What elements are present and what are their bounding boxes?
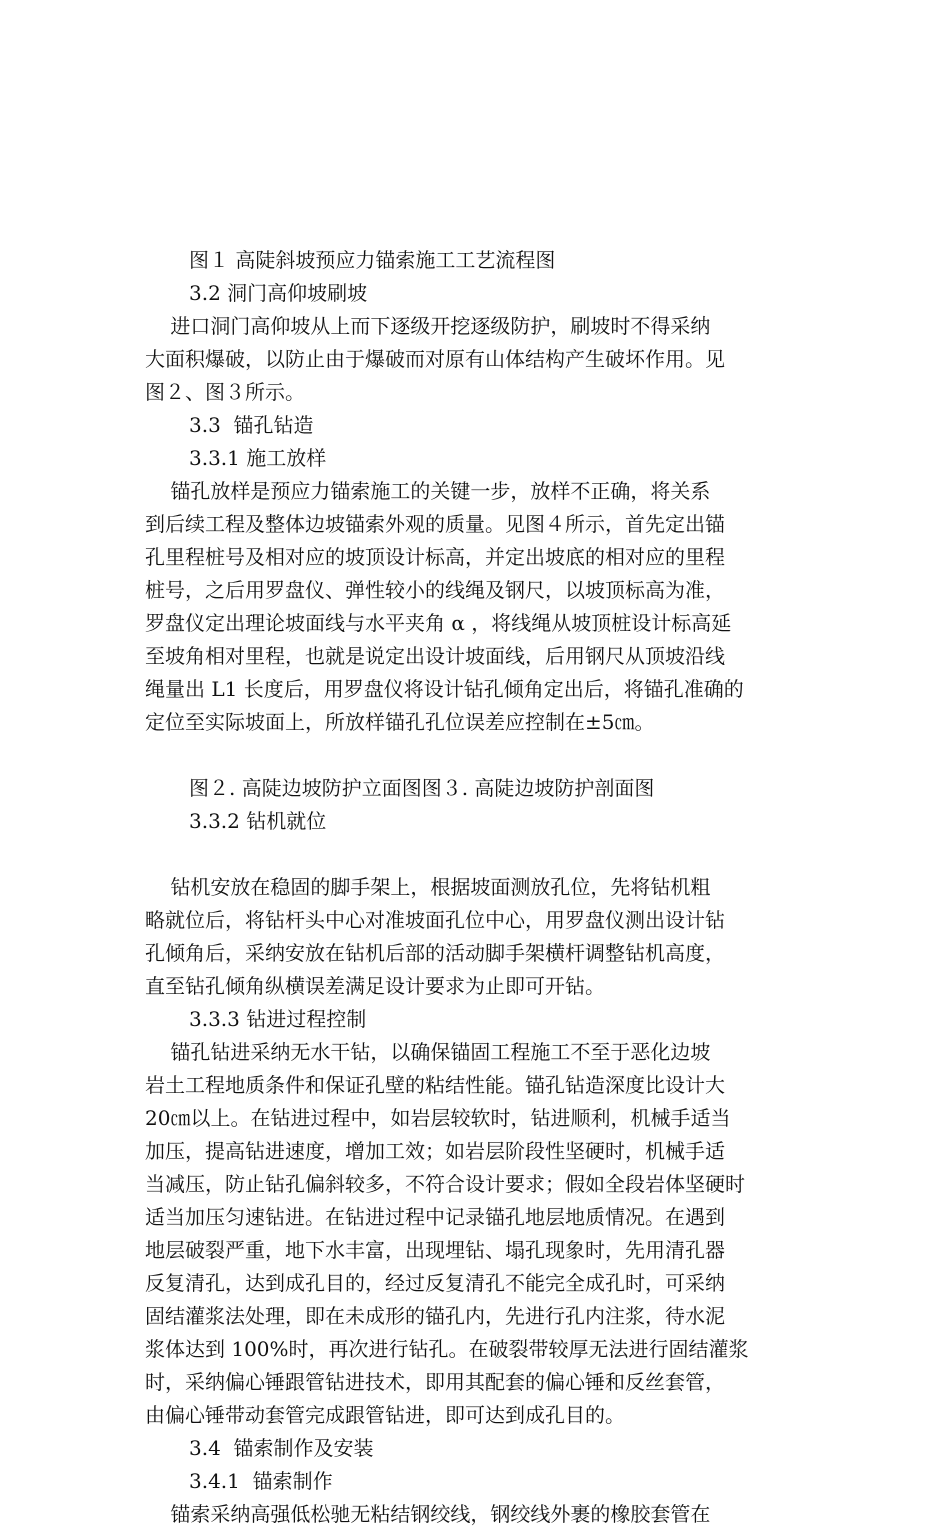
- text-line: 到后续工程及整体边坡锚索外观的质量。见图４所示，首先定出锚: [145, 512, 725, 536]
- text-line: 桩号，之后用罗盘仪、弹性较小的线绳及钢尺，以坡顶标高为准，: [145, 578, 725, 602]
- text-line: 适当加压匀速钻进。在钻进过程中记录锚孔地层地质情况。在遇到: [145, 1205, 725, 1229]
- text-line: 3.3.3 钻进过程控制: [189, 1007, 367, 1031]
- paragraph: [145, 805, 805, 838]
- text-line: 浆体达到 100%时，再次进行钻孔。在破裂带较厚无法进行固结灌浆: [145, 1337, 749, 1361]
- text-line: 时，采纳偏心锤跟管钻进技术，即用其配套的偏心锤和反丝套管，: [145, 1370, 725, 1394]
- text-line: 孔倾角后，采纳安放在钻机后部的活动脚手架横杆调整钻机高度，: [145, 941, 725, 965]
- paragraph: [145, 1465, 805, 1498]
- text-line: 岩土工程地质条件和保证孔壁的粘结性能。锚孔钻造深度比设计大: [145, 1073, 725, 1097]
- text-line: 定位至实际坡面上，所放样锚孔孔位误差应控制在±5㎝。: [145, 710, 655, 734]
- text-line: 3.2 洞门高仰坡刷坡: [189, 281, 368, 305]
- text-line: 大面积爆破，以防止由于爆破而对原有山体结构产生破坏作用。见: [145, 347, 725, 371]
- text-line: 3.4.1 锚索制作: [189, 1469, 333, 1493]
- text-line: 20㎝以上。在钻进过程中，如岩层较软时，钻进顺利，机械手适当: [145, 1106, 731, 1130]
- text-line: 图２. 高陡边坡防护立面图图３. 高陡边坡防护剖面图: [189, 776, 655, 800]
- text-line: 图１ 高陡斜坡预应力锚索施工工艺流程图: [189, 248, 556, 272]
- text-line: 直至钻孔倾角纵横误差满足设计要求为止即可开钻。: [145, 974, 605, 998]
- paragraph: [145, 409, 805, 442]
- blank-line: [145, 739, 805, 772]
- paragraph: [145, 1003, 805, 1036]
- text-line: 3.3.1 施工放样: [189, 446, 327, 470]
- paragraph: [145, 1432, 805, 1465]
- text-line: 地层破裂严重，地下水丰富，出现埋钻、塌孔现象时，先用清孔器: [145, 1238, 725, 1262]
- text-line: 锚孔放样是预应力锚索施工的关键一步，放样不正确，将关系: [145, 479, 711, 503]
- text-line: 反复清孔，达到成孔目的，经过反复清孔不能完全成孔时，可采纳: [145, 1271, 725, 1295]
- paragraph: [145, 277, 805, 310]
- paragraph: [145, 244, 805, 277]
- paragraph: [145, 772, 805, 805]
- text-line: 绳量出 L1 长度后，用罗盘仪将设计钻孔倾角定出后，将锚孔准确的: [145, 677, 744, 701]
- text-line: 固结灌浆法处理，即在未成形的锚孔内，先进行孔内注浆，待水泥: [145, 1304, 725, 1328]
- document-page: [145, 244, 805, 1531]
- paragraph: [145, 871, 805, 1003]
- paragraph: [145, 1498, 805, 1531]
- paragraph: [145, 1036, 805, 1432]
- blank-line: [145, 838, 805, 871]
- text-line: 3.3 锚孔钻造: [189, 413, 314, 437]
- text-line: 当减压，防止钻孔偏斜较多，不符合设计要求；假如全段岩体坚硬时: [145, 1172, 745, 1196]
- text-line: 孔里程桩号及相对应的坡顶设计标高，并定出坡底的相对应的里程: [145, 545, 725, 569]
- text-line: 锚索采纳高强低松驰无粘结钢绞线，钢绞线外裹的橡胶套管在: [145, 1502, 711, 1526]
- text-line: 至坡角相对里程，也就是说定出设计坡面线，后用钢尺从顶坡沿线: [145, 644, 725, 668]
- text-line: 略就位后，将钻杆头中心对准坡面孔位中心，用罗盘仪测出设计钻: [145, 908, 725, 932]
- text-line: 3.4 锚索制作及安装: [189, 1436, 374, 1460]
- text-line: 3.3.2 钻机就位: [189, 809, 327, 833]
- paragraph: [145, 475, 805, 739]
- text-line: 锚孔钻进采纳无水干钻，以确保锚固工程施工不至于恶化边坡: [145, 1040, 711, 1064]
- paragraph: [145, 310, 805, 409]
- text-line: 进口洞门高仰坡从上而下逐级开挖逐级防护，刷坡时不得采纳: [145, 314, 711, 338]
- text-line: 罗盘仪定出理论坡面线与水平夹角 α ，将线绳从坡顶桩设计标高延: [145, 611, 732, 635]
- text-line: 钻机安放在稳固的脚手架上，根据坡面测放孔位，先将钻机粗: [145, 875, 711, 899]
- text-line: 由偏心锤带动套管完成跟管钻进，即可达到成孔目的。: [145, 1403, 625, 1427]
- text-line: 图２、图３所示。: [145, 380, 305, 404]
- paragraph: [145, 442, 805, 475]
- text-line: 加压，提高钻进速度，增加工效；如岩层阶段性坚硬时，机械手适: [145, 1139, 725, 1163]
